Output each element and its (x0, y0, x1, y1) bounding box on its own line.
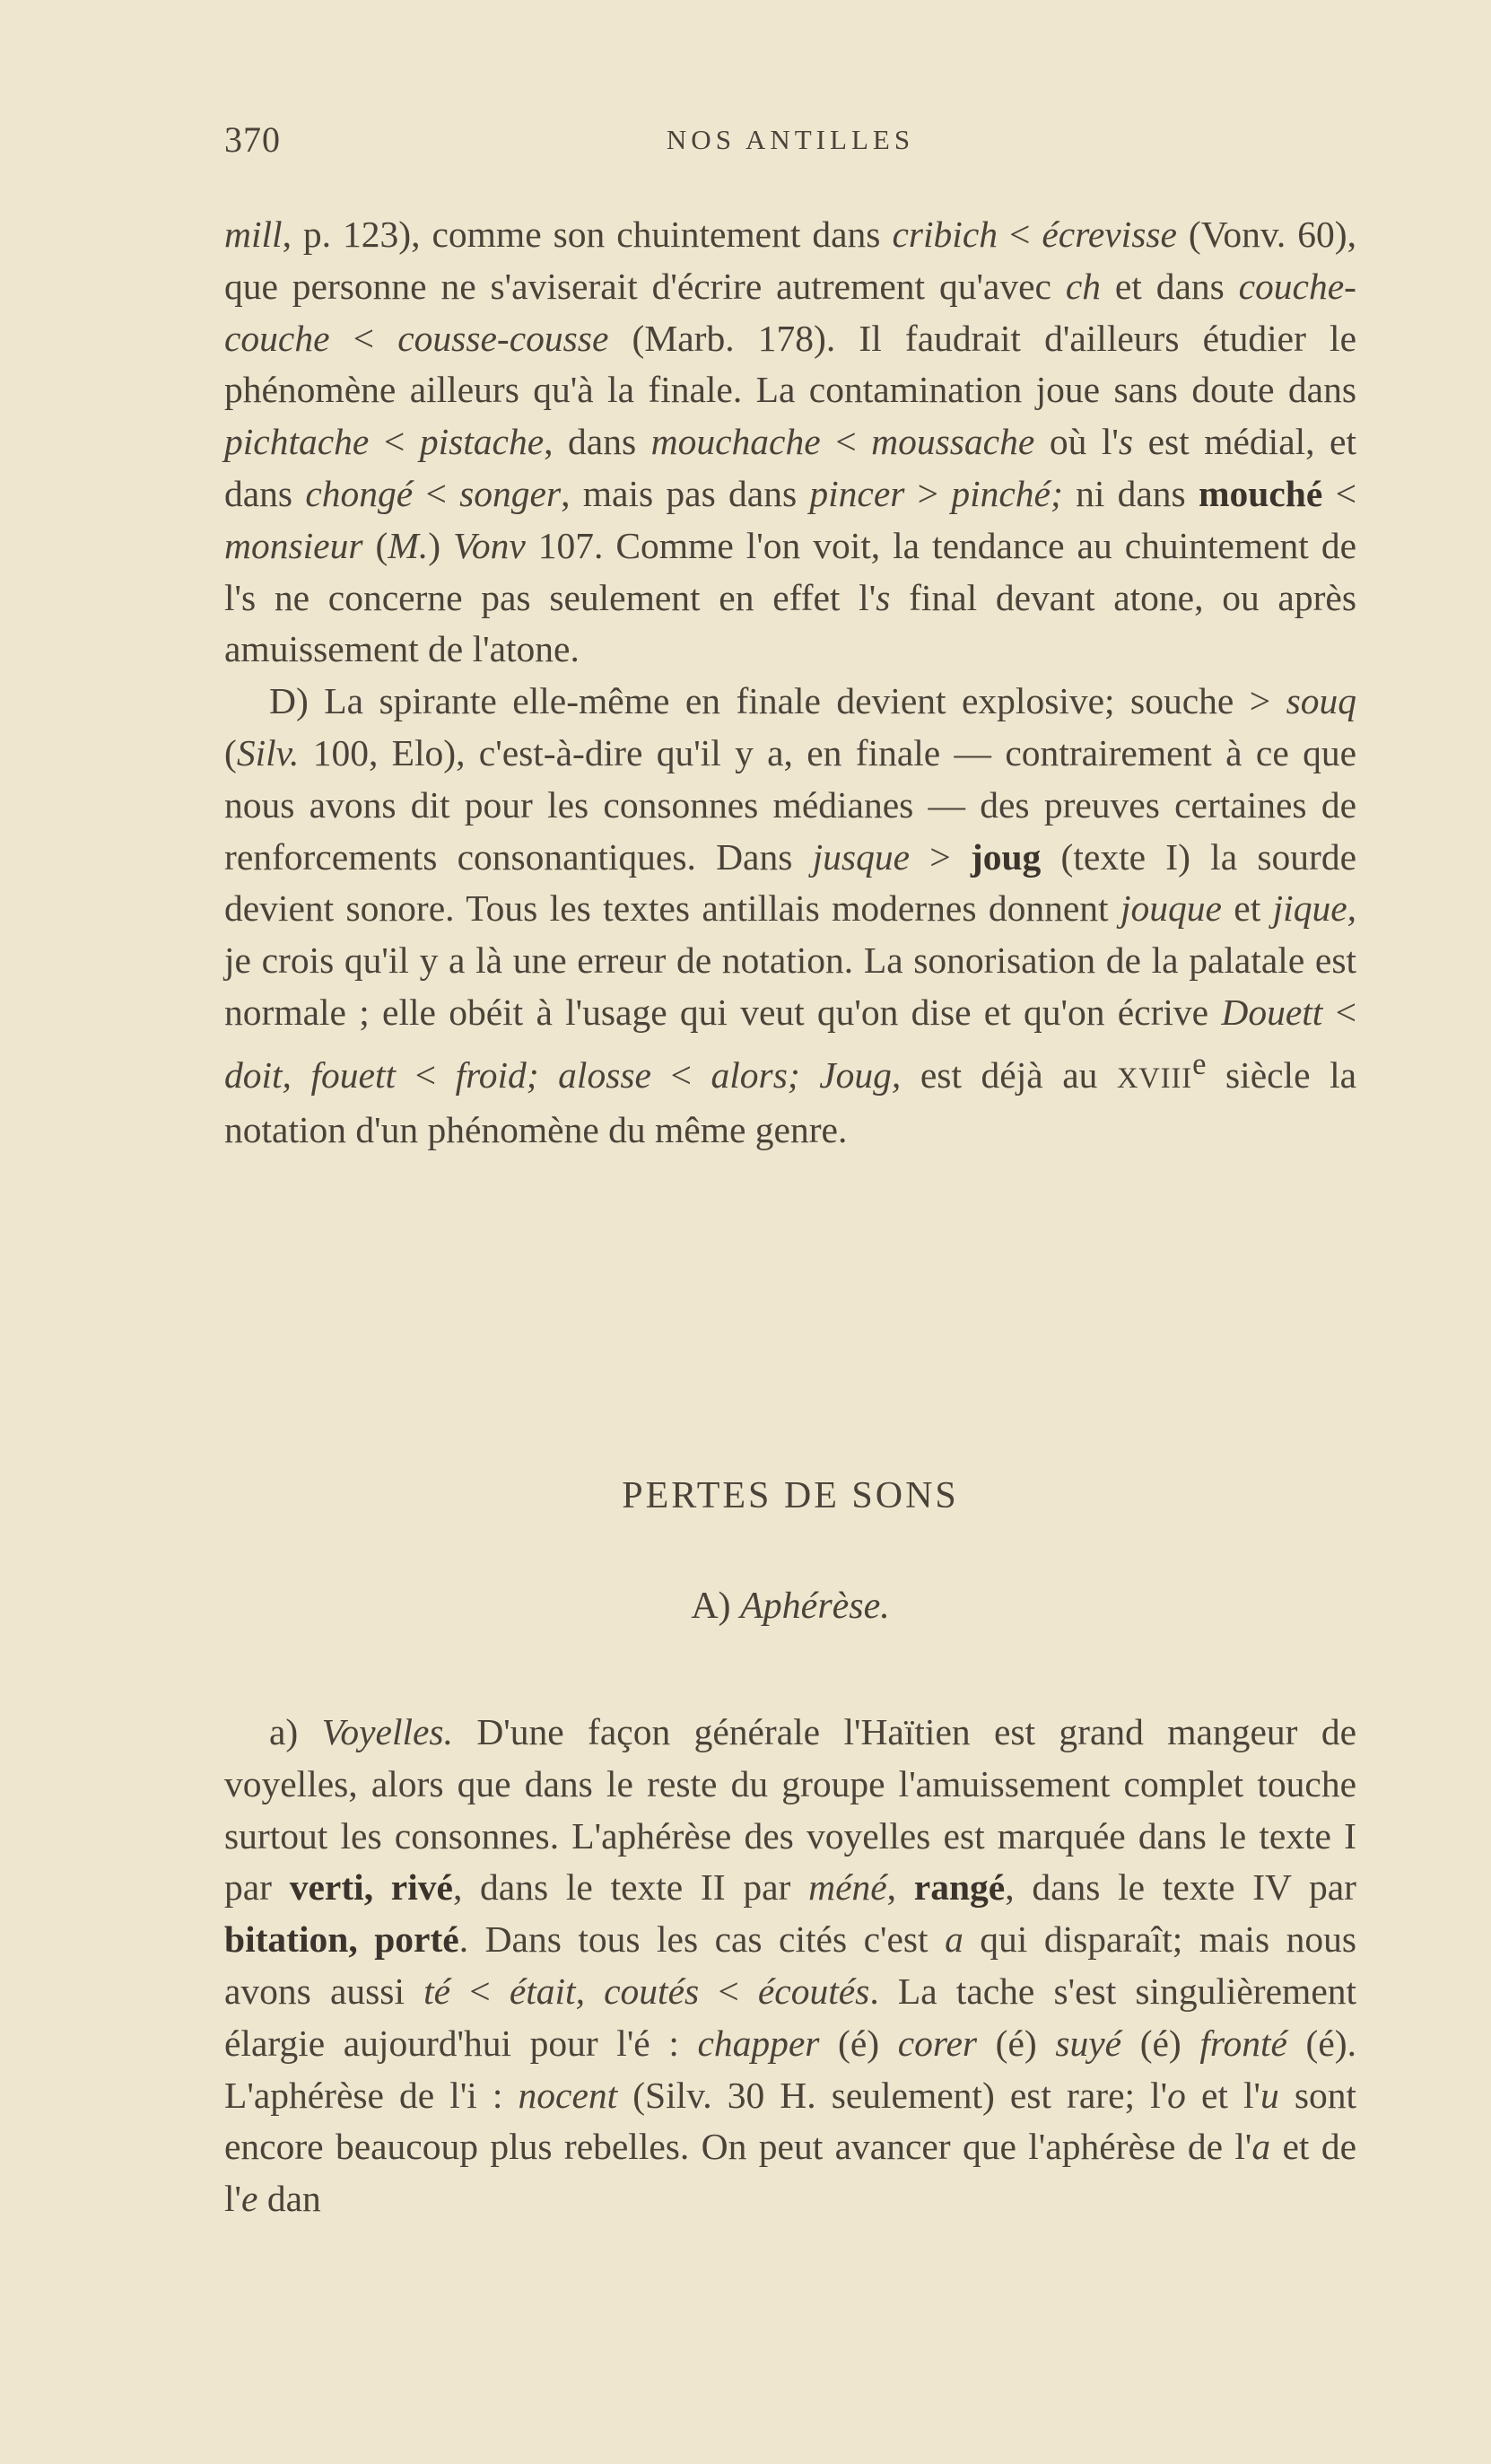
text-run: et dans (1100, 265, 1239, 307)
text-run: je crois qu'il y a là une erreur de notation. La sonorisation de la palatale est normale ; elle obéit à l'usage qui veut qu'on dise et qu'on écrive (224, 939, 1356, 1033)
derivation-sign: < (1322, 472, 1356, 514)
italic-term: écoutés (757, 1970, 870, 2012)
italic-term: mill (224, 214, 283, 255)
text-run: dan (257, 2178, 321, 2220)
derivation-sign: < (369, 421, 420, 463)
text-run: (Vonv. 60), que personne ne s'aviserait d'écrire autrement qu'avec (224, 214, 1356, 307)
text-run: siècle la notation d'un phénomène du même genre. (224, 1053, 1357, 1151)
text-run: 107. Comme l'on voit, la tendance au chuintement de l's ne concerne pas seulement en effet l' (224, 524, 1356, 618)
text-run: . Dans tous les cas cités c'est (458, 1918, 946, 1961)
italic-term: cribich (892, 214, 998, 255)
italic-term: était, coutés (509, 1970, 700, 2012)
text-run: et l' (1185, 2074, 1260, 2116)
derivation-sign: < (396, 1053, 456, 1096)
italic-term: méné (808, 1866, 887, 1909)
text-run: , p. 123), comme son chuintement dans (282, 214, 893, 255)
subsection-title: Aphérèse. (740, 1586, 890, 1627)
paragraph-3 (224, 1707, 1356, 2225)
running-head (224, 118, 1356, 172)
text-run: , dans (544, 421, 651, 463)
italic-term: e (241, 2178, 258, 2220)
italic-term: jique, (1272, 887, 1356, 930)
italic-term: chongé (305, 472, 414, 514)
italic-term: Voyelles. (321, 1711, 453, 1752)
paragraph-1 (224, 209, 1356, 676)
text-run: (é) (1121, 2022, 1200, 2064)
bold-term: joug (970, 835, 1042, 878)
text-run: . La tache s'est singulièrement élargie aujourd'hui pour l'é : (224, 1970, 1357, 2064)
text-run: ( (362, 524, 388, 566)
bold-term: mouché (1198, 472, 1323, 514)
text-run: et de l' (224, 2126, 1356, 2220)
italic-term: songer (459, 472, 562, 514)
text-run: a) (269, 1711, 322, 1752)
italic-term: nocent (518, 2074, 618, 2116)
subsection-label: A) (691, 1586, 741, 1627)
text-run: (Silv. 30 H. seulement) est rare; l' (617, 2074, 1168, 2116)
italic-term: froid; alosse (455, 1053, 651, 1096)
italic-term: té (423, 1970, 451, 2012)
text-run: (texte I) la sourde devient sonore. Tous les textes antillais modernes donnent (224, 835, 1357, 930)
section-heading: PERTES DE SONS (622, 1475, 959, 1516)
paragraph-continuation (224, 209, 1356, 1157)
italic-term: pinché; (951, 472, 1063, 514)
derivation-sign: < (1322, 991, 1357, 1033)
italic-term: mouchache (650, 421, 821, 463)
text-run: (é) (977, 2022, 1056, 2064)
text-run: (é). L'aphérèse de l'i : (224, 2022, 1356, 2116)
italic-term: a (1251, 2126, 1271, 2168)
italic-term: Silv. (236, 731, 300, 773)
italic-term: s (1118, 421, 1134, 463)
derivation-sign: < (820, 421, 872, 463)
derivation-sign: > (910, 835, 971, 878)
italic-term: jouque (1120, 887, 1222, 930)
text-run: 100, Elo), c'est-à-dire qu'il y a, en finale — contrairement à ce que nous avons dit pour les consonnes médianes — des preuves certaines de renforcements consonantiques. Dans (224, 731, 1356, 878)
text-run: ni dans (1062, 472, 1199, 514)
text-run: , dans le texte IV par (1005, 1866, 1357, 1909)
italic-term: o (1167, 2074, 1186, 2116)
text-run: (Marb. 178). Il faudrait d'ailleurs étudier le phénomène ailleurs qu'à la finale. La contamination joue sans doute dans (224, 317, 1357, 411)
italic-term: Douett (1221, 991, 1323, 1033)
derivation-sign: > (904, 472, 952, 514)
italic-term: moussache (871, 421, 1035, 463)
italic-term: Vonv (453, 524, 526, 566)
italic-term: souq (1286, 680, 1356, 722)
derivation-sign: < (450, 1970, 510, 2012)
italic-term: corer (897, 2022, 978, 2064)
text-run: est médial, et dans (224, 421, 1357, 514)
text-run: qui disparaît; mais nous avons aussi (224, 1918, 1356, 2012)
italic-term: jusque (812, 835, 910, 878)
italic-term: suyé (1055, 2022, 1122, 2064)
text-run: , dans le texte II par (452, 1866, 809, 1909)
bold-term: rangé (913, 1866, 1006, 1909)
italic-term: monsieur (224, 524, 363, 566)
italic-term: fronté (1199, 2022, 1287, 2064)
italic-term: doit, fouett (224, 1053, 397, 1096)
paragraph-aphaeresis (224, 1707, 1356, 2225)
derivation-sign: < (413, 472, 460, 514)
italic-term: a (945, 1918, 963, 1961)
italic-term: pistache (419, 421, 545, 463)
text-run: D'une façon générale l'Haïtien est grand mangeur de voyelles, alors que dans le reste du groupe l'amuissement complet touche surtout les consonnes. L'aphérèse des voyelles est marquée dans le texte I par (224, 1711, 1356, 1909)
italic-term: écrevisse (1042, 214, 1177, 255)
text-run: et (1221, 887, 1273, 930)
running-title: NOS ANTILLES (666, 124, 915, 155)
derivation-sign: < (650, 1053, 711, 1096)
bold-term: verti, rivé (289, 1866, 453, 1909)
italic-term: s (876, 576, 891, 618)
text-run: sont encore beaucoup plus rebelles. On peut avancer que l'aphérèse de l' (224, 2074, 1357, 2168)
italic-term: chapper (697, 2022, 820, 2064)
century-numeral: XVIII (1117, 1062, 1193, 1095)
page-number: 370 (224, 119, 281, 160)
italic-term: M. (388, 524, 429, 566)
italic-term: cousse-cousse (397, 317, 609, 359)
text-run: , (886, 1866, 914, 1909)
text-run: est déjà au (901, 1053, 1118, 1096)
superscript: e (1192, 1046, 1207, 1081)
bold-term: bitation, porté (224, 1918, 459, 1961)
text-run: ) (428, 524, 454, 566)
italic-term: couche-couche (224, 265, 1356, 359)
paragraph-2 (224, 676, 1356, 1157)
derivation-sign: < (998, 214, 1042, 255)
italic-term: pincer (809, 472, 905, 514)
text-run: (é) (819, 2022, 898, 2064)
italic-term: u (1260, 2074, 1279, 2116)
text-run: où l' (1034, 421, 1119, 463)
derivation-sign: < (329, 317, 398, 359)
italic-term: alors; Joug, (711, 1053, 902, 1096)
text-run: , mais pas dans (561, 472, 810, 514)
text-run: final devant atone, ou après amuissement de l'atone. (224, 576, 1356, 670)
italic-term: ch (1065, 265, 1101, 307)
text-run: D) La spirante elle-même en finale devient explosive; souche > (269, 680, 1286, 722)
derivation-sign: < (699, 1970, 758, 2012)
subsection-heading (224, 1585, 1356, 1628)
italic-term: pichtache (224, 421, 370, 463)
text-run: ( (224, 731, 237, 773)
